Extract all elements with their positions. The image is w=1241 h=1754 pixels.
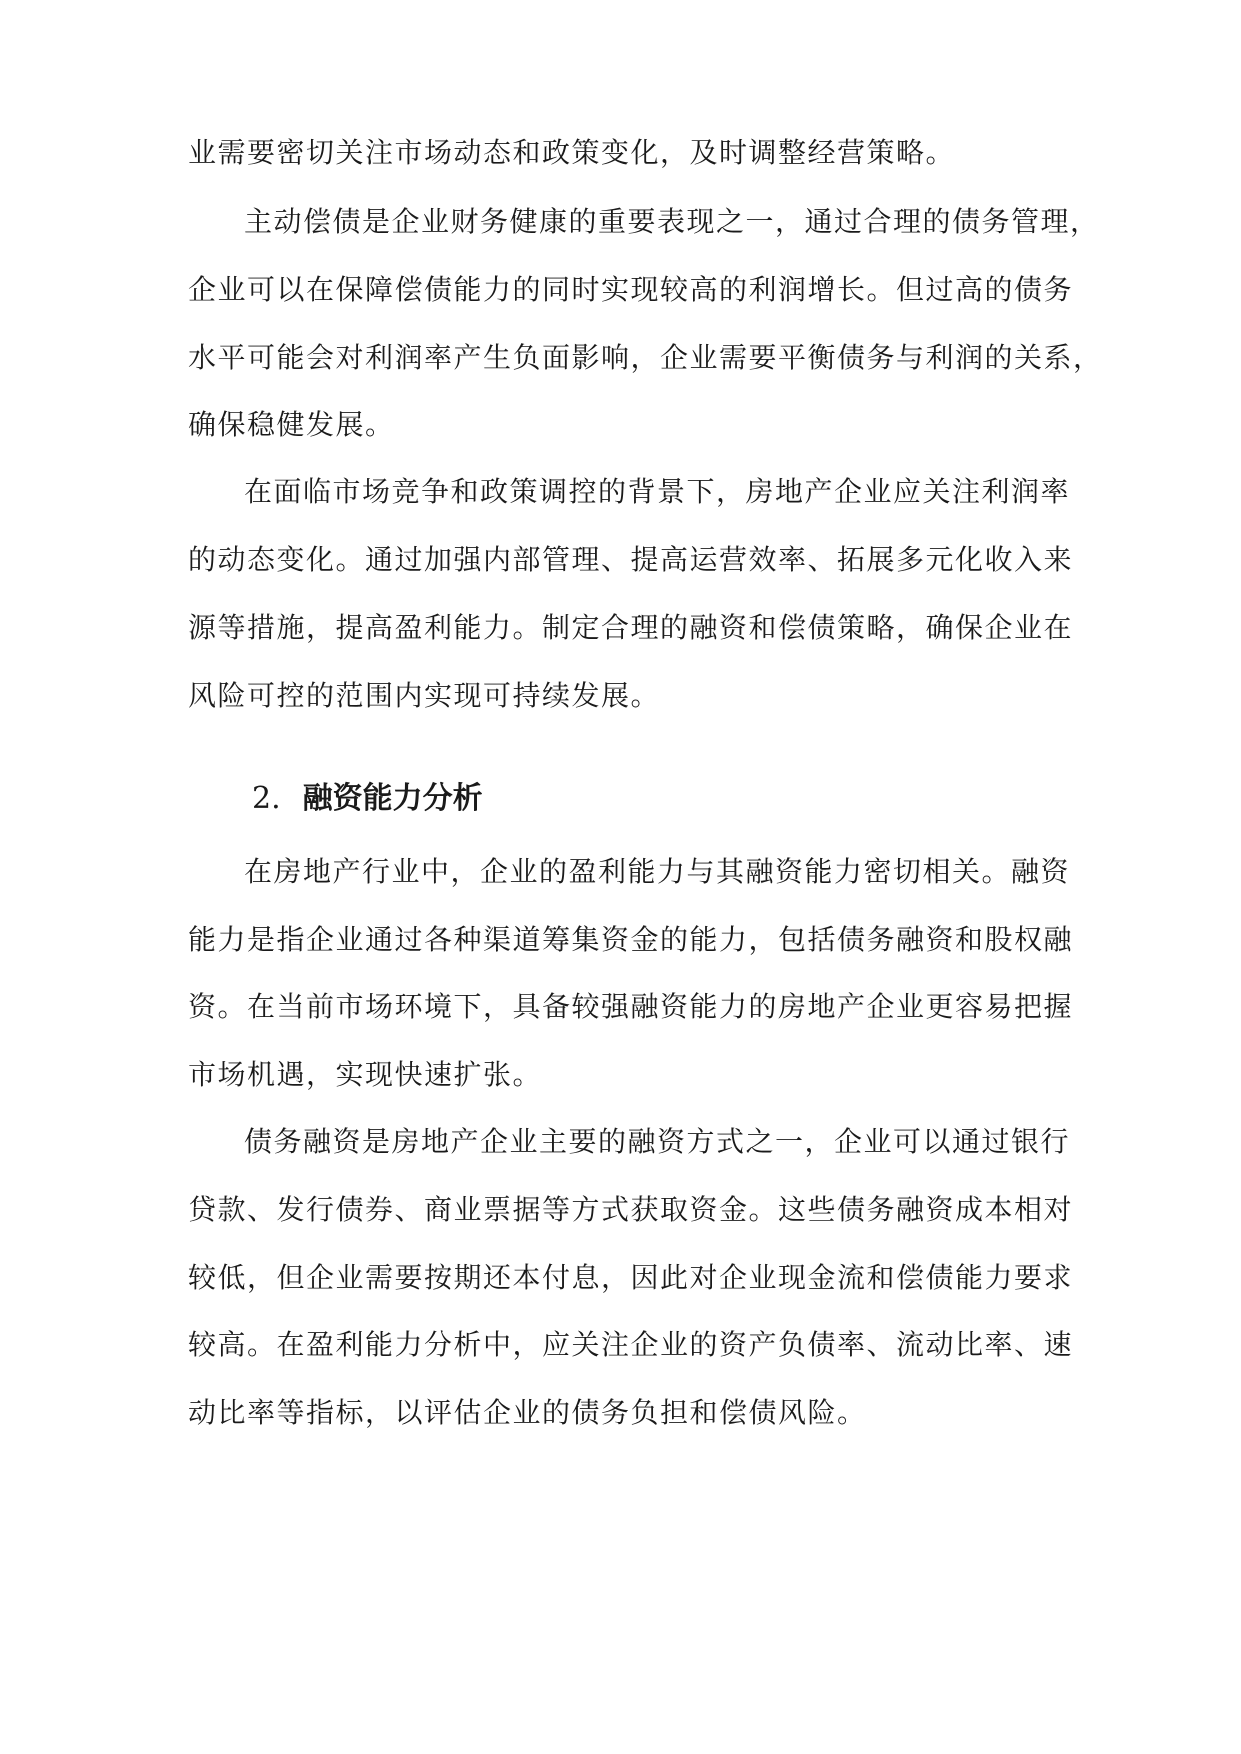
paragraph-line: 在面临市场竞争和政策调控的背景下，房地产企业应关注利润率	[244, 475, 1071, 508]
paragraph-line: 确保稳健发展。	[188, 408, 395, 441]
paragraph-line: 市场机遇，实现快速扩张。	[188, 1058, 543, 1091]
paragraph-line: 业需要密切关注市场动态和政策变化，及时调整经营策略。	[188, 136, 956, 169]
paragraph-line: 源等措施，提高盈利能力。制定合理的融资和偿债策略，确保企业在	[188, 611, 1074, 644]
section-title: 融资能力分析	[302, 781, 483, 816]
paragraph-line: 在房地产行业中，企业的盈利能力与其融资能力密切相关。融资	[244, 855, 1071, 888]
paragraph-line: 贷款、发行债券、商业票据等方式获取资金。这些债务融资成本相对	[188, 1193, 1074, 1226]
paragraph-line: 的动态变化。通过加强内部管理、提高运营效率、拓展多元化收入来	[188, 543, 1074, 576]
section-heading	[252, 777, 483, 821]
paragraph-line: 主动偿债是企业财务健康的重要表现之一，通过合理的债务管理，	[244, 205, 1100, 238]
paragraph-line: 企业可以在保障偿债能力的同时实现较高的利润增长。但过高的债务	[188, 273, 1074, 306]
paragraph-line: 水平可能会对利润率产生负面影响，企业需要平衡债务与利润的关系，	[188, 341, 1103, 374]
paragraph-line: 能力是指企业通过各种渠道筹集资金的能力，包括债务融资和股权融	[188, 923, 1074, 956]
section-number: 2.	[252, 781, 281, 816]
paragraph-line: 风险可控的范围内实现可持续发展。	[188, 679, 661, 712]
paragraph-line: 较高。在盈利能力分析中，应关注企业的资产负债率、流动比率、速	[188, 1328, 1074, 1361]
paragraph-line: 动比率等指标，以评估企业的债务负担和偿债风险。	[188, 1396, 867, 1429]
paragraph-line: 债务融资是房地产企业主要的融资方式之一，企业可以通过银行	[244, 1125, 1071, 1158]
paragraph-line: 资。在当前市场环境下，具备较强融资能力的房地产企业更容易把握	[188, 990, 1074, 1023]
paragraph-line: 较低，但企业需要按期还本付息，因此对企业现金流和偿债能力要求	[188, 1261, 1074, 1294]
